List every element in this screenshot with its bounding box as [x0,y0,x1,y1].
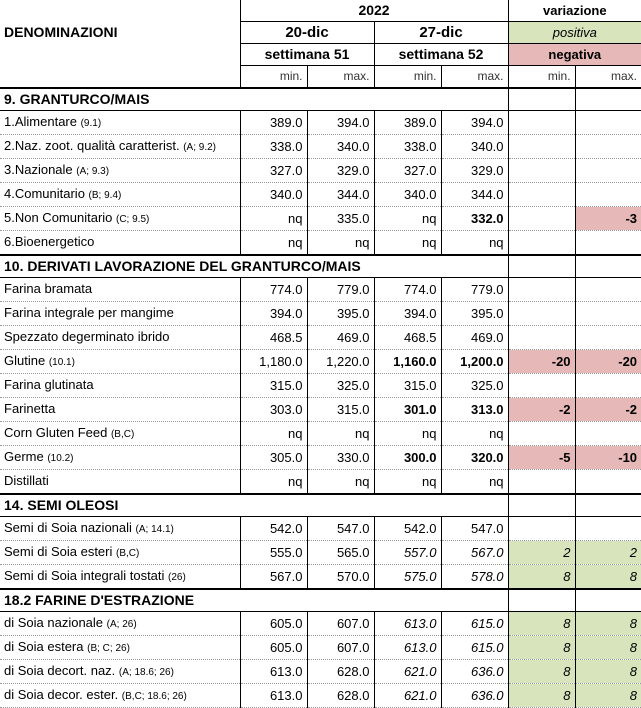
row-name: Semi di Soia nazionali [4,520,136,535]
variation-cell [575,135,641,159]
table-row [0,660,641,684]
table-row [0,111,641,135]
value-cell: 567.0 [441,541,508,565]
value-cell: 613.0 [374,612,441,636]
value-cell: 389.0 [240,111,307,135]
row-name-cell [0,684,240,708]
row-name: Spezzato degerminato ibrido [4,329,170,344]
table-row [0,278,641,302]
row-name: Farina bramata [4,281,93,296]
value-cell: 547.0 [441,517,508,541]
row-name: 5.Non Comunitario [4,210,116,225]
row-name: 4.Comunitario [4,186,89,201]
variation-cell: -2 [575,398,641,422]
value-cell: 394.0 [374,302,441,326]
table-row [0,159,641,183]
row-name: di Soia decor. ester. [4,687,122,702]
row-note: (C; 9.5) [116,214,150,225]
value-cell: 613.0 [240,684,307,708]
value-cell: 344.0 [307,183,374,207]
row-name: Farina integrale per mangime [4,305,174,320]
value-cell: nq [374,207,441,231]
row-name-cell [0,111,240,135]
value-cell: 313.0 [441,398,508,422]
row-name: Corn Gluten Feed [4,425,111,440]
row-name-cell [0,422,240,446]
value-cell: 344.0 [441,183,508,207]
row-name-cell [0,398,240,422]
row-name-cell [0,374,240,398]
row-note: (B; C; 26) [87,643,130,654]
value-cell: 621.0 [374,660,441,684]
row-note: (9.1) [80,118,102,129]
row-note: (10.1) [48,357,75,368]
value-cell: 327.0 [240,159,307,183]
table-row [0,684,641,708]
value-cell: 340.0 [240,183,307,207]
value-cell: nq [240,207,307,231]
value-cell: 303.0 [240,398,307,422]
row-name-cell [0,470,240,495]
value-cell: 305.0 [240,446,307,470]
variation-cell [508,231,575,256]
row-name: Germe [4,449,48,464]
variation-cell [575,183,641,207]
row-note: (26) [168,572,186,583]
row-name-cell [0,636,240,660]
variation-cell [575,470,641,495]
value-cell: nq [307,422,374,446]
date1-header: 20-dic [240,22,374,44]
row-note: (A; 9.2) [183,142,216,153]
table-row [0,183,641,207]
value-cell: 547.0 [307,517,374,541]
table-row [0,231,641,256]
variation-cell [575,231,641,256]
variation-cell [508,159,575,183]
table-row [0,326,641,350]
value-cell: 469.0 [441,326,508,350]
variation-cell: 8 [575,612,641,636]
value-cell: 774.0 [240,278,307,302]
variation-cell [575,111,641,135]
row-name-cell [0,231,240,256]
row-name-cell [0,612,240,636]
value-cell: 557.0 [374,541,441,565]
row-name: Farinetta [4,401,56,416]
variation-cell: 8 [575,684,641,708]
variation-cell [508,517,575,541]
denominazioni-header: DENOMINAZIONI [4,24,118,41]
value-cell: 315.0 [240,374,307,398]
section-title: 18.2 FARINE D'ESTRAZIONE [0,589,508,612]
row-name: di Soia nazionale [4,615,107,630]
variation-cell [508,422,575,446]
value-cell: 565.0 [307,541,374,565]
table-row [0,517,641,541]
value-cell: 389.0 [374,111,441,135]
variation-cell: 8 [575,565,641,590]
row-note: (A; 9.3) [76,166,110,177]
value-cell: nq [240,231,307,256]
variation-cell [508,470,575,495]
row-name: 1.Alimentare [4,114,81,129]
row-note: (B,C) [116,548,140,559]
value-cell: 1,160.0 [374,350,441,374]
row-name-cell [0,565,240,590]
row-name-cell [0,541,240,565]
value-cell: 605.0 [240,636,307,660]
table-row [0,302,641,326]
row-name: Semi di Soia esteri [4,544,116,559]
value-cell: 327.0 [374,159,441,183]
value-cell: 570.0 [307,565,374,590]
value-cell: 301.0 [374,398,441,422]
value-cell: 613.0 [240,660,307,684]
row-note: (A; 14.1) [135,524,174,535]
row-name: 6.Bioenergetico [4,234,95,249]
variation-cell: -20 [508,350,575,374]
variation-cell [508,183,575,207]
section-title: 14. SEMI OLEOSI [0,494,508,517]
value-cell: nq [441,470,508,495]
value-cell: 605.0 [240,612,307,636]
header-row-year [0,0,641,22]
variation-cell [508,302,575,326]
value-cell: 338.0 [240,135,307,159]
row-note: (A; 18.6; 26) [118,667,174,678]
variation-cell [575,374,641,398]
section-title: 9. GRANTURCO/MAIS [0,88,508,111]
min-label: min. [374,66,441,89]
variation-cell [508,278,575,302]
negativa-legend: negativa [508,44,641,66]
row-name: 3.Nazionale [4,162,77,177]
value-cell: 330.0 [307,446,374,470]
section-header [0,255,641,278]
value-cell: 607.0 [307,612,374,636]
table-row [0,446,641,470]
value-cell: 615.0 [441,612,508,636]
row-name-cell [0,326,240,350]
table-row [0,350,641,374]
value-cell: 315.0 [307,398,374,422]
value-cell: 636.0 [441,684,508,708]
row-name: Farina glutinata [4,377,94,392]
value-cell: 340.0 [374,183,441,207]
variation-cell: 8 [575,636,641,660]
row-name: Distillati [4,473,49,488]
value-cell: 628.0 [307,660,374,684]
row-name: Glutine [4,353,49,368]
value-cell: 394.0 [240,302,307,326]
value-cell: 340.0 [307,135,374,159]
section-header [0,589,641,612]
row-note: (A; 26) [106,619,137,630]
variation-cell: -5 [508,446,575,470]
value-cell: 394.0 [441,111,508,135]
row-name: di Soia estera [4,639,88,654]
value-cell: 1,180.0 [240,350,307,374]
table-row [0,470,641,495]
value-cell: 575.0 [374,565,441,590]
positiva-legend: positiva [508,22,641,44]
variation-cell [575,278,641,302]
week1-header: settimana 51 [240,44,374,66]
variation-cell: 8 [575,660,641,684]
row-name-cell [0,302,240,326]
value-cell: nq [374,231,441,256]
header-row-minmax [0,66,641,89]
variation-cell: -10 [575,446,641,470]
value-cell: 567.0 [240,565,307,590]
row-name-cell [0,135,240,159]
row-name-cell [0,517,240,541]
table-row [0,374,641,398]
variation-cell: 2 [575,541,641,565]
value-cell: 329.0 [441,159,508,183]
variation-cell [575,159,641,183]
value-cell: 340.0 [441,135,508,159]
max-label: max. [441,66,508,89]
row-name: di Soia decort. naz. [4,663,119,678]
table-row [0,135,641,159]
row-name: 2.Naz. zoot. qualità caratterist. [4,138,184,153]
value-cell: 542.0 [240,517,307,541]
value-cell: 325.0 [441,374,508,398]
variation-cell: 2 [508,541,575,565]
value-cell: 320.0 [441,446,508,470]
value-cell: 542.0 [374,517,441,541]
value-cell: nq [441,231,508,256]
max-label: max. [307,66,374,89]
value-cell: nq [307,470,374,495]
variation-cell [508,135,575,159]
value-cell: 325.0 [307,374,374,398]
variation-cell: 8 [508,660,575,684]
variation-cell [575,302,641,326]
value-cell: 332.0 [441,207,508,231]
variation-cell [508,111,575,135]
value-cell: 329.0 [307,159,374,183]
section-header [0,88,641,111]
row-name-cell [0,207,240,231]
table-row [0,636,641,660]
variation-cell: 8 [508,636,575,660]
table-row [0,541,641,565]
section-title: 10. DERIVATI LAVORAZIONE DEL GRANTURCO/MAIS [0,255,508,278]
value-cell: 607.0 [307,636,374,660]
variation-cell: 8 [508,565,575,590]
value-cell: 779.0 [441,278,508,302]
variation-cell [508,374,575,398]
value-cell: nq [374,422,441,446]
variation-cell [508,326,575,350]
table-row [0,612,641,636]
table-row [0,207,641,231]
min-label: min. [508,66,575,89]
variation-cell [575,517,641,541]
value-cell: 1,220.0 [307,350,374,374]
row-name-cell [0,159,240,183]
year-header: 2022 [240,0,508,22]
value-cell: nq [240,422,307,446]
value-cell: 779.0 [307,278,374,302]
value-cell: 335.0 [307,207,374,231]
value-cell: 395.0 [441,302,508,326]
variation-cell: -2 [508,398,575,422]
row-name-cell [0,660,240,684]
variation-cell: 8 [508,612,575,636]
max-label: max. [575,66,641,89]
value-cell: 300.0 [374,446,441,470]
variation-cell: 8 [508,684,575,708]
variation-cell [575,326,641,350]
value-cell: 578.0 [441,565,508,590]
value-cell: 774.0 [374,278,441,302]
value-cell: nq [441,422,508,446]
table-row [0,565,641,590]
value-cell: nq [240,470,307,495]
week2-header: settimana 52 [374,44,508,66]
row-note: (B,C) [110,429,135,440]
value-cell: 621.0 [374,684,441,708]
row-name-cell [0,350,240,374]
value-cell: 613.0 [374,636,441,660]
value-cell: 469.0 [307,326,374,350]
row-name-cell [0,183,240,207]
table-row [0,398,641,422]
value-cell: 395.0 [307,302,374,326]
row-note: (10.2) [47,453,74,464]
value-cell: nq [374,470,441,495]
value-cell: 468.5 [240,326,307,350]
value-cell: nq [307,231,374,256]
value-cell: 636.0 [441,660,508,684]
date2-header: 27-dic [374,22,508,44]
min-label: min. [240,66,307,89]
value-cell: 315.0 [374,374,441,398]
variation-cell: -20 [575,350,641,374]
value-cell: 555.0 [240,541,307,565]
row-name-cell [0,446,240,470]
variazione-header: variazione [508,0,641,22]
value-cell: 615.0 [441,636,508,660]
row-name-cell [0,278,240,302]
value-cell: 338.0 [374,135,441,159]
value-cell: 628.0 [307,684,374,708]
row-note: (B; 9.4) [88,190,122,201]
section-header [0,494,641,517]
row-note: (B,C; 18.6; 26) [121,691,187,702]
value-cell: 394.0 [307,111,374,135]
variation-cell [508,207,575,231]
value-cell: 468.5 [374,326,441,350]
row-name: Semi di Soia integrali tostati [4,568,169,583]
variation-cell: -3 [575,207,641,231]
table-row [0,422,641,446]
variation-cell [575,422,641,446]
value-cell: 1,200.0 [441,350,508,374]
